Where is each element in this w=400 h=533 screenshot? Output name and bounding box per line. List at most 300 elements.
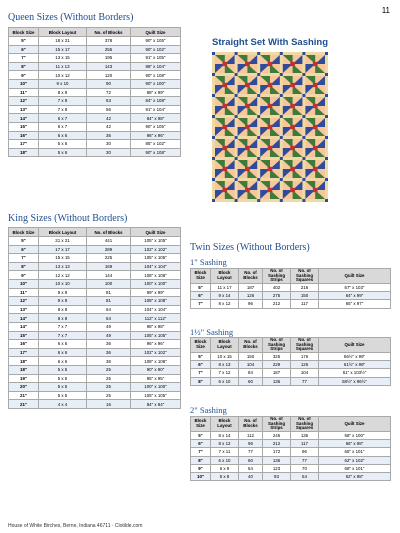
table-cell: 187 bbox=[239, 284, 263, 292]
table-cell: 5 x 5 bbox=[39, 374, 87, 383]
cornerstone bbox=[280, 199, 283, 202]
block-center bbox=[222, 62, 227, 66]
table-cell: 17" bbox=[9, 348, 39, 357]
table-row bbox=[191, 353, 391, 361]
table-cell: 112" x 112" bbox=[131, 314, 181, 323]
table-cell: 9 x 9 bbox=[39, 297, 87, 306]
table-row bbox=[191, 464, 391, 472]
table-cell: 6 x 6 bbox=[39, 131, 87, 140]
table-cell: 95" x 95" bbox=[131, 374, 181, 383]
table-cell: 77 bbox=[239, 448, 263, 456]
cornerstone bbox=[212, 199, 215, 202]
table-cell: 136 bbox=[263, 377, 291, 385]
table-cell: 66" x 98" bbox=[319, 440, 391, 448]
table-cell: 21" bbox=[9, 391, 39, 400]
table-cell: 8 x 14 bbox=[211, 432, 239, 440]
cornerstone bbox=[212, 136, 215, 139]
table-cell: 58" x 100" bbox=[319, 432, 391, 440]
table-cell: 120 bbox=[87, 71, 131, 80]
column-header: Block Size bbox=[9, 28, 39, 37]
table-cell: 36 bbox=[87, 131, 131, 140]
table-cell: 12" bbox=[9, 297, 39, 306]
table-cell: 81 bbox=[87, 288, 131, 297]
table-cell: 30 bbox=[87, 148, 131, 157]
cornerstone bbox=[325, 178, 328, 181]
table-cell: 108" x 108" bbox=[131, 297, 181, 306]
column-header: Block Layout bbox=[211, 417, 239, 432]
table-cell: 13 x 13 bbox=[39, 262, 87, 271]
twin-table-1-5in bbox=[190, 337, 391, 386]
table-cell: 90" x 90" bbox=[131, 365, 181, 374]
table-cell: 108" x 108" bbox=[131, 271, 181, 280]
table-cell: 66½" x 99" bbox=[319, 353, 391, 361]
table-cell: 7 x 11 bbox=[211, 448, 239, 456]
table-cell: 15" bbox=[9, 331, 39, 340]
table-row bbox=[9, 357, 181, 366]
cornerstone bbox=[212, 157, 215, 160]
table-cell: 40 bbox=[239, 472, 263, 480]
table-cell: 7 x 12 bbox=[211, 369, 239, 377]
table-cell: 90" x 102" bbox=[131, 45, 181, 54]
block-center bbox=[313, 104, 318, 108]
quilt-heading: Straight Set With Sashing bbox=[212, 37, 329, 48]
table-cell: 105" x 105" bbox=[131, 237, 181, 246]
queen-header-row bbox=[9, 28, 181, 37]
table-cell: 7 x 8 bbox=[39, 105, 87, 114]
column-header: Block Size bbox=[9, 228, 39, 237]
table-cell: 325 bbox=[263, 353, 291, 361]
cornerstone bbox=[280, 52, 283, 55]
table-cell: 36 bbox=[87, 357, 131, 366]
table-cell: 18 x 21 bbox=[39, 37, 87, 46]
table-cell: 8 x 12 bbox=[211, 300, 239, 308]
table-cell: 172 bbox=[263, 448, 291, 456]
table-cell: 9" bbox=[9, 71, 39, 80]
table-cell: 5" bbox=[9, 37, 39, 46]
table-cell: 90" x 105" bbox=[131, 122, 181, 131]
cornerstone bbox=[235, 136, 238, 139]
column-header: Block Layout bbox=[39, 228, 87, 237]
cornerstone bbox=[212, 178, 215, 181]
table-cell: 25 bbox=[87, 383, 131, 392]
table-cell: 126 bbox=[239, 292, 263, 300]
cornerstone bbox=[257, 73, 260, 76]
table-cell: 9" bbox=[9, 271, 39, 280]
column-header: No. of Blocks bbox=[239, 417, 263, 432]
table-cell: 17 x 17 bbox=[39, 245, 87, 254]
cornerstone bbox=[212, 94, 215, 97]
table-cell: 5 x 5 bbox=[39, 391, 87, 400]
table-cell: 112 bbox=[239, 432, 263, 440]
block-center bbox=[290, 188, 295, 192]
table-cell: 8" bbox=[9, 62, 39, 71]
table-cell: 96 bbox=[291, 448, 319, 456]
block-center bbox=[245, 188, 250, 192]
table-cell: 102" x 102" bbox=[131, 245, 181, 254]
block-center bbox=[245, 104, 250, 108]
table-cell: 90" x 108" bbox=[131, 148, 181, 157]
cornerstone bbox=[235, 178, 238, 181]
table-cell: 64 bbox=[87, 305, 131, 314]
table-row bbox=[191, 432, 391, 440]
table-cell: 88" x 99" bbox=[131, 88, 181, 97]
table-cell: 99" x 99" bbox=[131, 288, 181, 297]
table-cell: 18" bbox=[9, 357, 39, 366]
table-cell: 54 bbox=[239, 464, 263, 472]
block-center bbox=[268, 104, 273, 108]
table-cell: 100" x 100" bbox=[131, 279, 181, 288]
table-cell: 12 x 12 bbox=[39, 271, 87, 280]
table-cell: 5 x 5 bbox=[39, 365, 87, 374]
cornerstone bbox=[212, 115, 215, 118]
table-cell: 42 bbox=[87, 114, 131, 123]
table-cell: 7" bbox=[191, 448, 211, 456]
table-row bbox=[9, 140, 181, 149]
table-row bbox=[9, 254, 181, 263]
table-cell: 5 x 6 bbox=[39, 140, 87, 149]
table-cell: 10" bbox=[9, 79, 39, 88]
table-cell: 6" bbox=[191, 361, 211, 369]
table-row bbox=[9, 365, 181, 374]
table-cell: 9" bbox=[191, 464, 211, 472]
cornerstone bbox=[325, 73, 328, 76]
table-cell: 14" bbox=[9, 322, 39, 331]
table-cell: 9 x 9 bbox=[39, 288, 87, 297]
cornerstone bbox=[302, 94, 305, 97]
table-cell: 4 x 4 bbox=[39, 400, 87, 409]
table-cell: 84 bbox=[239, 369, 263, 377]
column-header: No. of Sashing Strips bbox=[263, 338, 291, 353]
table-cell: 5 x 6 bbox=[39, 148, 87, 157]
block-center bbox=[268, 62, 273, 66]
table-cell: 102" x 102" bbox=[131, 348, 181, 357]
cornerstone bbox=[280, 73, 283, 76]
table-cell: 12" bbox=[9, 97, 39, 106]
column-header: No. of Blocks bbox=[87, 228, 131, 237]
cornerstone bbox=[257, 199, 260, 202]
table-cell: 6 x 7 bbox=[39, 122, 87, 131]
table-cell: 10" bbox=[191, 472, 211, 480]
cornerstone bbox=[257, 136, 260, 139]
table-row bbox=[9, 122, 181, 131]
cornerstone bbox=[302, 115, 305, 118]
page-number: 11 bbox=[381, 6, 390, 15]
table-cell: 9 x 14 bbox=[211, 292, 239, 300]
table-cell: 64 bbox=[87, 314, 131, 323]
cornerstone bbox=[302, 178, 305, 181]
table-cell: 8 x 12 bbox=[211, 440, 239, 448]
block-center bbox=[268, 83, 273, 87]
table-cell: 96 bbox=[239, 440, 263, 448]
table-row bbox=[9, 322, 181, 331]
table-cell: 60 bbox=[239, 377, 263, 385]
table-cell: 19" bbox=[9, 374, 39, 383]
table-cell: 64" x 99" bbox=[319, 292, 391, 300]
table-cell: 68" x 101" bbox=[319, 464, 391, 472]
column-header: Block Layout bbox=[211, 269, 239, 284]
twin-table-1in bbox=[190, 268, 391, 309]
table-row bbox=[191, 369, 391, 377]
block-center bbox=[245, 146, 250, 150]
table-cell: 8 x 8 bbox=[39, 305, 87, 314]
column-header: No. of Sashing Strips bbox=[263, 417, 291, 432]
block-center bbox=[268, 188, 273, 192]
cornerstone bbox=[325, 136, 328, 139]
table-cell: 123 bbox=[263, 464, 291, 472]
table-cell: 6 x 9 bbox=[211, 464, 239, 472]
table-cell: 402 bbox=[263, 284, 291, 292]
sashing-1-5-title: 1½" Sashing bbox=[190, 327, 234, 337]
cornerstone bbox=[235, 73, 238, 76]
table-cell: 108" x 108" bbox=[131, 357, 181, 366]
table-row bbox=[191, 300, 391, 308]
table-cell: 7 x 7 bbox=[39, 322, 87, 331]
block-center bbox=[245, 125, 250, 129]
table-cell: 229 bbox=[263, 361, 291, 369]
table-cell: 5 x 5 bbox=[39, 383, 87, 392]
table-row bbox=[9, 54, 181, 63]
table-cell: 105" x 105" bbox=[131, 331, 181, 340]
table-cell: 65" x 97" bbox=[319, 300, 391, 308]
table-cell: 11 x 17 bbox=[211, 284, 239, 292]
table-cell: 7 x 7 bbox=[39, 331, 87, 340]
table-cell: 6 x 6 bbox=[39, 357, 87, 366]
table-cell: 14" bbox=[9, 114, 39, 123]
footer: House of White Birches, Berne, Indiana 46711 · Clotilde.com bbox=[8, 523, 143, 529]
table-row bbox=[9, 305, 181, 314]
table-row bbox=[9, 37, 181, 46]
cornerstone bbox=[325, 52, 328, 55]
column-header: No. of Sashing Squares bbox=[291, 269, 319, 284]
cornerstone bbox=[257, 52, 260, 55]
table-cell: 8" bbox=[9, 262, 39, 271]
table-cell: 289 bbox=[87, 245, 131, 254]
cornerstone bbox=[280, 115, 283, 118]
table-row bbox=[9, 348, 181, 357]
table-cell: 8" bbox=[191, 377, 211, 385]
column-header: Quilt Size bbox=[131, 28, 181, 37]
column-header: Block Size bbox=[191, 269, 211, 284]
table-cell: 98" x 98" bbox=[131, 322, 181, 331]
block-center bbox=[290, 104, 295, 108]
table-cell: 13 x 15 bbox=[39, 54, 87, 63]
table-cell: 11 x 13 bbox=[39, 62, 87, 71]
table-cell: 81 bbox=[87, 297, 131, 306]
table-cell: 15" bbox=[9, 122, 39, 131]
table-cell: 10 x 15 bbox=[211, 353, 239, 361]
table-cell: 216 bbox=[291, 284, 319, 292]
block-center bbox=[290, 125, 295, 129]
table-cell: 36 bbox=[87, 348, 131, 357]
table-row bbox=[9, 271, 181, 280]
table-cell: 126 bbox=[291, 361, 319, 369]
table-row bbox=[9, 297, 181, 306]
cornerstone bbox=[235, 157, 238, 160]
column-header: Block Size bbox=[191, 417, 211, 432]
table-row bbox=[9, 340, 181, 349]
table-cell: 5" bbox=[191, 284, 211, 292]
table-cell: 104" x 104" bbox=[131, 305, 181, 314]
table-cell: 255 bbox=[87, 45, 131, 54]
table-cell: 441 bbox=[87, 237, 131, 246]
block-center bbox=[313, 167, 318, 171]
table-cell: 25 bbox=[87, 365, 131, 374]
cornerstone bbox=[280, 94, 283, 97]
cornerstone bbox=[235, 94, 238, 97]
table-cell: 84" x 84" bbox=[131, 400, 181, 409]
block-center bbox=[222, 104, 227, 108]
table-cell: 18" bbox=[9, 365, 39, 374]
table-cell: 21" bbox=[9, 400, 39, 409]
table-cell: 6" bbox=[191, 292, 211, 300]
queen-table bbox=[8, 27, 181, 157]
table-row bbox=[9, 79, 181, 88]
table-cell: 72 bbox=[87, 88, 131, 97]
table-cell: 8 x 8 bbox=[39, 314, 87, 323]
table-cell: 5" bbox=[9, 237, 39, 246]
table-cell: 105" x 105" bbox=[131, 391, 181, 400]
table-cell: 7" bbox=[191, 300, 211, 308]
table-cell: 96 bbox=[239, 300, 263, 308]
table-cell: 17" bbox=[9, 140, 39, 149]
cornerstone bbox=[325, 94, 328, 97]
table-row bbox=[191, 284, 391, 292]
twin-table-2in bbox=[190, 416, 391, 481]
table-cell: 85" x 102" bbox=[131, 140, 181, 149]
cornerstone bbox=[280, 136, 283, 139]
table-cell: 30 bbox=[87, 140, 131, 149]
table-cell: 212 bbox=[263, 440, 291, 448]
column-header: Quilt Size bbox=[319, 417, 391, 432]
table-cell: 25 bbox=[87, 374, 131, 383]
table-cell: 16" bbox=[9, 131, 39, 140]
table-cell: 7 x 9 bbox=[39, 97, 87, 106]
block-center bbox=[222, 188, 227, 192]
table-cell: 143 bbox=[87, 62, 131, 71]
table-cell: 13" bbox=[9, 305, 39, 314]
table-row bbox=[191, 456, 391, 464]
column-header: Block Layout bbox=[39, 28, 87, 37]
table-cell: 49 bbox=[87, 331, 131, 340]
table-row bbox=[9, 288, 181, 297]
table-row bbox=[9, 148, 181, 157]
table-row bbox=[9, 279, 181, 288]
table-cell: 176 bbox=[291, 353, 319, 361]
table-cell: 96" x 96" bbox=[131, 131, 181, 140]
table-cell: 6 x 6 bbox=[39, 348, 87, 357]
cornerstone bbox=[302, 157, 305, 160]
queen-title: Queen Sizes (Without Borders) bbox=[8, 12, 134, 23]
cornerstone bbox=[302, 136, 305, 139]
column-header: Quilt Size bbox=[131, 228, 181, 237]
table-row bbox=[9, 262, 181, 271]
table-cell: 15 x 17 bbox=[39, 45, 87, 54]
table-cell: 62" x 98" bbox=[319, 472, 391, 480]
column-header: No. of Blocks bbox=[239, 338, 263, 353]
table-row bbox=[9, 374, 181, 383]
table-cell: 61½" x 99" bbox=[319, 361, 391, 369]
table-row bbox=[191, 292, 391, 300]
block-center bbox=[290, 146, 295, 150]
table-cell: 6 x 10 bbox=[211, 377, 239, 385]
table-cell: 65" x 101" bbox=[319, 448, 391, 456]
cornerstone bbox=[280, 178, 283, 181]
table-cell: 6 x 7 bbox=[39, 114, 87, 123]
table-cell: 77 bbox=[291, 456, 319, 464]
block-center bbox=[245, 167, 250, 171]
table-cell: 104" x 104" bbox=[131, 262, 181, 271]
table-cell: 104 bbox=[291, 369, 319, 377]
table-cell: 91" x 105" bbox=[131, 54, 181, 63]
table-row bbox=[9, 245, 181, 254]
king-header-row bbox=[9, 228, 181, 237]
table-cell: 11" bbox=[9, 288, 39, 297]
table-cell: 6" bbox=[9, 45, 39, 54]
table-cell: 90 bbox=[87, 79, 131, 88]
block-center bbox=[313, 188, 318, 192]
table-cell: 105" x 105" bbox=[131, 254, 181, 263]
table-cell: 42 bbox=[87, 122, 131, 131]
cornerstone bbox=[212, 52, 215, 55]
table-cell: 67" x 103" bbox=[319, 284, 391, 292]
block-center bbox=[222, 146, 227, 150]
table-row bbox=[9, 97, 181, 106]
twin-header-row bbox=[191, 269, 391, 284]
table-cell: 100 bbox=[87, 279, 131, 288]
block-center bbox=[245, 83, 250, 87]
table-cell: 62" x 102" bbox=[319, 456, 391, 464]
table-cell: 8" bbox=[191, 456, 211, 464]
table-row bbox=[191, 448, 391, 456]
cornerstone bbox=[235, 115, 238, 118]
table-cell: 13" bbox=[9, 105, 39, 114]
cornerstone bbox=[257, 115, 260, 118]
table-cell: 378 bbox=[87, 37, 131, 46]
table-cell: 8 x 9 bbox=[39, 88, 87, 97]
table-cell: 195 bbox=[87, 54, 131, 63]
table-cell: 100" x 100" bbox=[131, 383, 181, 392]
block-center bbox=[290, 167, 295, 171]
block-center bbox=[268, 146, 273, 150]
block-center bbox=[313, 146, 318, 150]
table-cell: 70 bbox=[291, 464, 319, 472]
column-header: Quilt Size bbox=[319, 338, 391, 353]
block-center bbox=[245, 62, 250, 66]
table-cell: 7" bbox=[9, 54, 39, 63]
table-cell: 20" bbox=[9, 383, 39, 392]
table-cell: 61" x 103½" bbox=[319, 369, 391, 377]
table-cell: 104 bbox=[239, 361, 263, 369]
table-cell: 136 bbox=[263, 456, 291, 464]
block-center bbox=[268, 125, 273, 129]
table-cell: 88" x 104" bbox=[131, 62, 181, 71]
table-cell: 18" bbox=[9, 148, 39, 157]
table-cell: 58½" x 96½" bbox=[319, 377, 391, 385]
table-cell: 77 bbox=[291, 377, 319, 385]
king-table bbox=[8, 227, 181, 409]
column-header: Block Size bbox=[191, 338, 211, 353]
column-header: No. of Blocks bbox=[87, 28, 131, 37]
table-row bbox=[9, 314, 181, 323]
table-cell: 6" bbox=[191, 440, 211, 448]
table-row bbox=[9, 237, 181, 246]
table-cell: 49 bbox=[87, 322, 131, 331]
column-header: No. of Blocks bbox=[239, 269, 263, 284]
table-cell: 14" bbox=[9, 314, 39, 323]
table-cell: 225 bbox=[87, 254, 131, 263]
block-center bbox=[268, 167, 273, 171]
table-cell: 25 bbox=[87, 391, 131, 400]
